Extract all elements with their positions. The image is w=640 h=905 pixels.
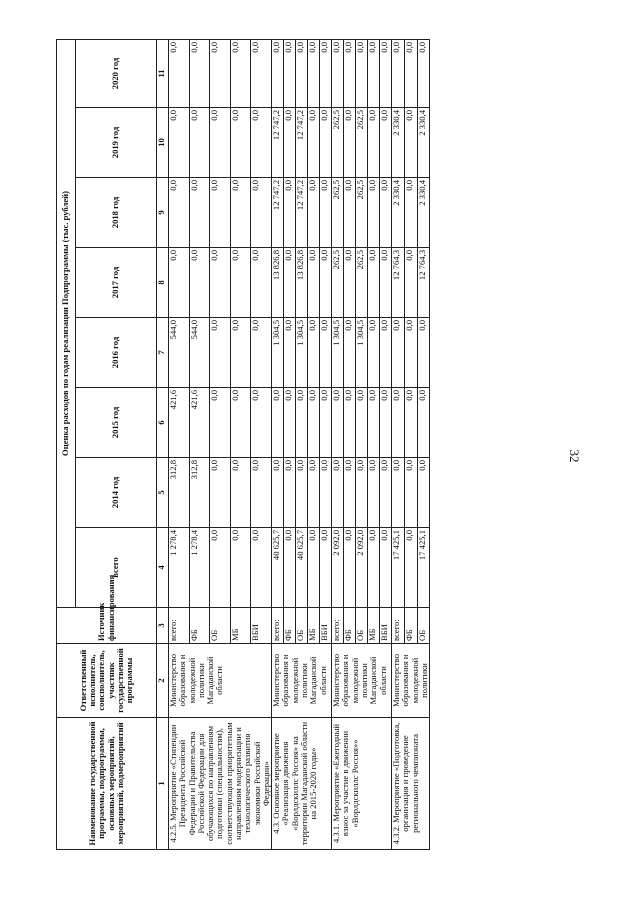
amount-cell: 0,0	[189, 248, 210, 318]
amount-cell: 0,0	[368, 388, 380, 458]
amount-cell: 12 747,2	[296, 108, 308, 178]
amount-cell: 0,0	[251, 39, 272, 107]
column-index: 11	[157, 39, 169, 107]
amount-cell: 0,0	[417, 39, 430, 107]
funding-source: ВБИ	[380, 608, 392, 644]
amount-cell: 0,0	[308, 388, 320, 458]
amount-cell: 0,0	[210, 178, 231, 248]
amount-cell: 0,0	[380, 528, 392, 608]
amount-cell: 0,0	[251, 318, 272, 388]
amount-cell: 0,0	[230, 39, 251, 107]
funding-source: ФБ	[189, 608, 210, 644]
amount-cell: 0,0	[320, 39, 332, 107]
amount-cell: 0,0	[320, 388, 332, 458]
amount-cell: 2 330,4	[392, 178, 405, 248]
amount-cell: 0,0	[368, 39, 380, 107]
header-executor: Ответственный исполнитель, соисполнитель, участник государственной программы	[57, 644, 157, 718]
amount-cell: 0,0	[344, 388, 356, 458]
amount-cell: 0,0	[320, 248, 332, 318]
amount-cell: 0,0	[392, 318, 405, 388]
funding-source: ОБ	[210, 608, 231, 644]
amount-cell: 0,0	[344, 39, 356, 107]
amount-cell: 0,0	[320, 108, 332, 178]
table-row	[392, 39, 405, 849]
amount-cell: 0,0	[210, 528, 231, 608]
amount-cell: 0,0	[404, 108, 417, 178]
funding-source: МБ	[230, 608, 251, 644]
amount-cell: 0,0	[210, 318, 231, 388]
amount-cell: 2 092,0	[332, 528, 344, 608]
funding-source: всего:	[169, 608, 190, 644]
amount-cell: 0,0	[169, 178, 190, 248]
funding-source: ОБ	[417, 608, 430, 644]
amount-cell: 0,0	[308, 318, 320, 388]
amount-cell: 0,0	[404, 39, 417, 107]
amount-cell: 0,0	[320, 178, 332, 248]
amount-cell: 0,0	[169, 108, 190, 178]
amount-cell: 0,0	[308, 528, 320, 608]
header-year: 2015 год	[76, 388, 157, 458]
amount-cell: 0,0	[404, 178, 417, 248]
amount-cell: 0,0	[332, 388, 344, 458]
amount-cell: 421,6	[189, 388, 210, 458]
amount-cell: 0,0	[251, 108, 272, 178]
amount-cell: 262,5	[332, 178, 344, 248]
amount-cell: 0,0	[284, 388, 296, 458]
amount-cell: 40 625,7	[272, 528, 284, 608]
column-index: 8	[157, 248, 169, 318]
amount-cell: 0,0	[404, 248, 417, 318]
amount-cell: 2 330,4	[417, 178, 430, 248]
amount-cell: 1 304,5	[296, 318, 308, 388]
amount-cell: 17 425,1	[392, 528, 405, 608]
header-estimate: Оценка расходов по годам реализации Подпрограммы (тыс. рублей)	[57, 39, 76, 607]
measure-name: 4.2.5. Мероприятие «Стипендии Президента Российской Федерации и Правительства Российской Федерации для обучающихся по направлениям подготовки (специальностям), соответствующим приоритетным направлениям модернизации и технологического развития экономики Российской Федерации»	[169, 718, 272, 850]
amount-cell: 0,0	[230, 178, 251, 248]
amount-cell: 0,0	[284, 318, 296, 388]
amount-cell: 0,0	[320, 528, 332, 608]
budget-table	[56, 39, 430, 850]
amount-cell: 1 278,4	[189, 528, 210, 608]
executor-name: Министерство образования и молодежной политики	[392, 644, 430, 718]
amount-cell: 0,0	[417, 458, 430, 528]
amount-cell: 0,0	[230, 248, 251, 318]
amount-cell: 0,0	[344, 108, 356, 178]
amount-cell: 0,0	[296, 388, 308, 458]
amount-cell: 0,0	[332, 458, 344, 528]
page-number: 32	[567, 449, 582, 463]
amount-cell: 0,0	[380, 39, 392, 107]
amount-cell: 0,0	[189, 178, 210, 248]
funding-source: всего:	[272, 608, 284, 644]
amount-cell: 0,0	[392, 39, 405, 107]
header-source: Источник финансирования	[57, 608, 157, 644]
amount-cell: 0,0	[392, 458, 405, 528]
amount-cell: 0,0	[404, 318, 417, 388]
column-index: 1	[157, 718, 169, 850]
measure-name: 4.3.2. Мероприятие «Подготовка, организация и проведение регионального чемпионата	[392, 718, 430, 850]
funding-source: ВБИ	[251, 608, 272, 644]
funding-source: МБ	[308, 608, 320, 644]
amount-cell: 0,0	[320, 318, 332, 388]
column-index: 10	[157, 108, 169, 178]
amount-cell: 2 092,0	[356, 528, 368, 608]
amount-cell: 1 304,5	[356, 318, 368, 388]
amount-cell: 12 747,2	[296, 178, 308, 248]
amount-cell: 0,0	[230, 458, 251, 528]
amount-cell: 0,0	[404, 528, 417, 608]
amount-cell: 0,0	[332, 39, 344, 107]
header-year: 2014 год	[76, 458, 157, 528]
amount-cell: 0,0	[344, 318, 356, 388]
amount-cell: 0,0	[356, 458, 368, 528]
amount-cell: 0,0	[210, 248, 231, 318]
funding-source: ФБ	[284, 608, 296, 644]
table-row	[332, 39, 344, 849]
amount-cell: 0,0	[344, 458, 356, 528]
measure-name: 4.3. Основное мероприятие «Реализация движения «Ворлдскиллс Россия» на территории Магаданской области на 2015-2020 годы»	[272, 718, 332, 850]
funding-source: ОБ	[356, 608, 368, 644]
amount-cell: 262,5	[356, 108, 368, 178]
amount-cell: 0,0	[368, 248, 380, 318]
amount-cell: 0,0	[251, 458, 272, 528]
column-index: 3	[157, 608, 169, 644]
header-year: 2019 год	[76, 108, 157, 178]
column-index: 6	[157, 388, 169, 458]
amount-cell: 0,0	[392, 388, 405, 458]
amount-cell: 0,0	[272, 388, 284, 458]
header-year: 2017 год	[76, 248, 157, 318]
amount-cell: 421,6	[169, 388, 190, 458]
amount-cell: 0,0	[368, 318, 380, 388]
amount-cell: 0,0	[344, 248, 356, 318]
amount-cell: 312,8	[169, 458, 190, 528]
amount-cell: 0,0	[230, 528, 251, 608]
funding-source: ВБИ	[320, 608, 332, 644]
amount-cell: 544,0	[169, 318, 190, 388]
amount-cell: 0,0	[230, 108, 251, 178]
column-index: 9	[157, 178, 169, 248]
column-index: 4	[157, 528, 169, 608]
amount-cell: 13 826,8	[296, 248, 308, 318]
column-index: 5	[157, 458, 169, 528]
amount-cell: 0,0	[210, 388, 231, 458]
amount-cell: 0,0	[284, 248, 296, 318]
amount-cell: 0,0	[308, 39, 320, 107]
amount-cell: 0,0	[380, 178, 392, 248]
amount-cell: 0,0	[404, 388, 417, 458]
amount-cell: 0,0	[169, 248, 190, 318]
amount-cell: 0,0	[404, 458, 417, 528]
amount-cell: 0,0	[380, 318, 392, 388]
amount-cell: 12 747,2	[272, 178, 284, 248]
amount-cell: 0,0	[230, 318, 251, 388]
header-year: 2018 год	[76, 178, 157, 248]
table-row	[272, 39, 284, 849]
funding-source: МБ	[368, 608, 380, 644]
amount-cell: 262,5	[332, 108, 344, 178]
amount-cell: 2 330,4	[417, 108, 430, 178]
amount-cell: 0,0	[380, 108, 392, 178]
amount-cell: 0,0	[320, 458, 332, 528]
amount-cell: 0,0	[368, 108, 380, 178]
amount-cell: 0,0	[368, 528, 380, 608]
amount-cell: 0,0	[380, 458, 392, 528]
amount-cell: 0,0	[210, 458, 231, 528]
amount-cell: 0,0	[189, 39, 210, 107]
amount-cell: 17 425,1	[417, 528, 430, 608]
amount-cell: 0,0	[284, 458, 296, 528]
funding-source: ОБ	[296, 608, 308, 644]
amount-cell: 0,0	[284, 39, 296, 107]
amount-cell: 0,0	[380, 248, 392, 318]
amount-cell: 2 330,4	[392, 108, 405, 178]
amount-cell: 1 278,4	[169, 528, 190, 608]
amount-cell: 544,0	[189, 318, 210, 388]
header-year: 2016 год	[76, 318, 157, 388]
amount-cell: 0,0	[344, 178, 356, 248]
amount-cell: 0,0	[189, 108, 210, 178]
amount-cell: 262,5	[356, 248, 368, 318]
amount-cell: 0,0	[251, 388, 272, 458]
amount-cell: 0,0	[356, 39, 368, 107]
header-total: всего	[76, 528, 157, 608]
rotated-page	[56, 40, 576, 850]
header-name: Наименование государственной программы, подпрограммы, основных мероприятий, мероприятий, подмероприятий	[57, 718, 157, 850]
amount-cell: 0,0	[356, 388, 368, 458]
amount-cell: 0,0	[308, 178, 320, 248]
amount-cell: 0,0	[210, 108, 231, 178]
executor-name: Министерство образования и молодежной политики Магаданской области	[169, 644, 272, 718]
amount-cell: 0,0	[296, 39, 308, 107]
amount-cell: 40 625,7	[296, 528, 308, 608]
amount-cell: 0,0	[272, 458, 284, 528]
amount-cell: 12 764,3	[392, 248, 405, 318]
column-index: 2	[157, 644, 169, 718]
amount-cell: 0,0	[251, 248, 272, 318]
executor-name: Министерство образования и молодежной политики Магаданской области	[332, 644, 392, 718]
amount-cell: 0,0	[230, 388, 251, 458]
header-year: 2020 год	[76, 39, 157, 107]
amount-cell: 0,0	[344, 528, 356, 608]
amount-cell: 262,5	[356, 178, 368, 248]
amount-cell: 0,0	[272, 39, 284, 107]
measure-name: 4.3.1. Мероприятие «Ежегодный взнос за участие в движении «Ворлдскиллс Россия»»	[332, 718, 392, 850]
amount-cell: 13 826,8	[272, 248, 284, 318]
amount-cell: 0,0	[296, 458, 308, 528]
amount-cell: 0,0	[284, 528, 296, 608]
amount-cell: 0,0	[417, 388, 430, 458]
funding-source: всего:	[332, 608, 344, 644]
amount-cell: 312,8	[189, 458, 210, 528]
amount-cell: 0,0	[169, 39, 190, 107]
table-row	[169, 39, 190, 849]
amount-cell: 1 304,5	[272, 318, 284, 388]
amount-cell: 0,0	[368, 458, 380, 528]
amount-cell: 0,0	[380, 388, 392, 458]
table-body	[169, 39, 430, 849]
amount-cell: 262,5	[332, 248, 344, 318]
amount-cell: 12 764,3	[417, 248, 430, 318]
funding-source: ФБ	[344, 608, 356, 644]
amount-cell: 0,0	[284, 108, 296, 178]
amount-cell: 0,0	[308, 248, 320, 318]
funding-source: всего:	[392, 608, 405, 644]
amount-cell: 0,0	[308, 458, 320, 528]
amount-cell: 0,0	[251, 528, 272, 608]
amount-cell: 1 304,5	[332, 318, 344, 388]
amount-cell: 12 747,2	[272, 108, 284, 178]
executor-name: Министерство образования и молодежной политики Магаданской области	[272, 644, 332, 718]
funding-source: ФБ	[404, 608, 417, 644]
amount-cell: 0,0	[368, 178, 380, 248]
amount-cell: 0,0	[308, 108, 320, 178]
column-index: 7	[157, 318, 169, 388]
amount-cell: 0,0	[251, 178, 272, 248]
amount-cell: 0,0	[417, 318, 430, 388]
amount-cell: 0,0	[284, 178, 296, 248]
amount-cell: 0,0	[210, 39, 231, 107]
